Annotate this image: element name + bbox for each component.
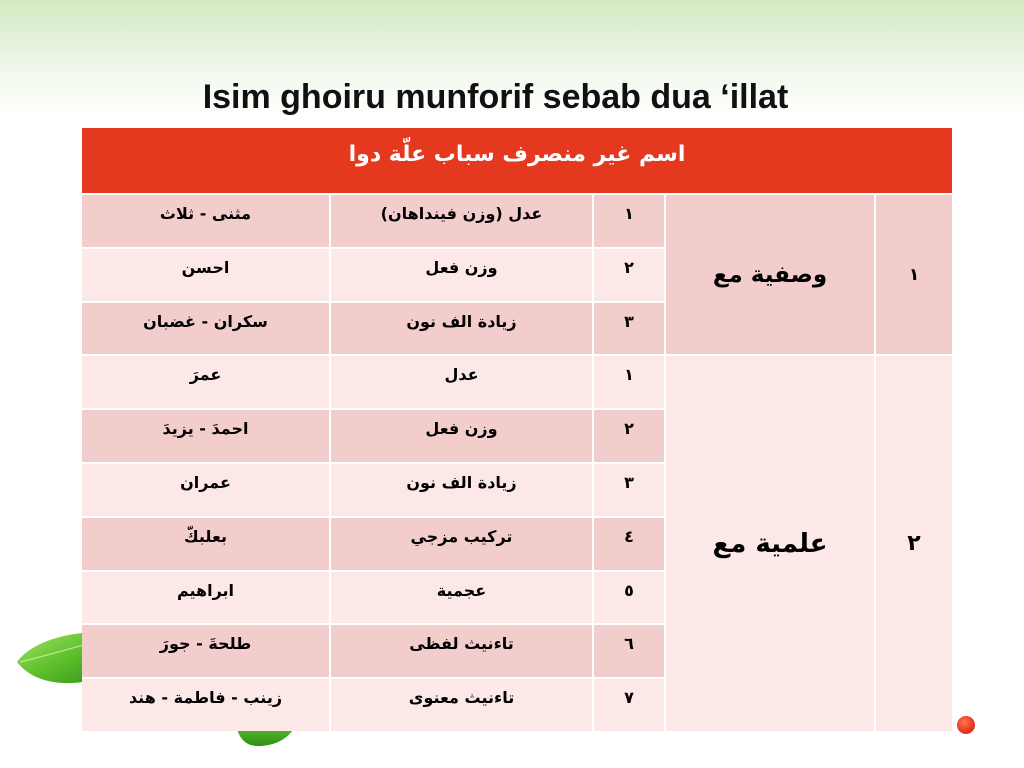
reason-cell: عدل (وزن فينداهان) <box>331 195 592 247</box>
item-number-cell: ٢ <box>594 249 664 301</box>
example-cell: عمرَ <box>82 356 329 408</box>
item-number-cell: ٧ <box>594 679 664 731</box>
reason-cell: تاءنيث لفظى <box>331 625 592 677</box>
item-number-cell: ١ <box>594 356 664 408</box>
reason-cell: زيادة الف نون <box>331 303 592 355</box>
example-cell: بعلبكّ <box>82 518 329 570</box>
slide-title: Isim ghoiru munforif sebab dua ‘illat <box>202 78 789 116</box>
group-number-cell: ٢ <box>876 356 952 731</box>
illat-table <box>82 128 952 731</box>
item-number-cell: ٣ <box>594 464 664 516</box>
example-cell: مثنى - ثلاث <box>82 195 329 247</box>
group-number-cell: ١ <box>876 195 952 354</box>
example-cell: سكران - غضبان <box>82 303 329 355</box>
example-cell: احمدَ - يزيدَ <box>82 410 329 462</box>
table-header: اسم غير منصرف سباب علّة دوا <box>82 128 952 193</box>
example-cell: ابراهيم <box>82 572 329 624</box>
example-cell: طلحةَ - جورَ <box>82 625 329 677</box>
item-number-cell: ١ <box>594 195 664 247</box>
item-number-cell: ٦ <box>594 625 664 677</box>
dot-icon <box>957 716 975 734</box>
category-cell: علمية مع <box>666 356 874 731</box>
reason-cell: زيادة الف نون <box>331 464 592 516</box>
reason-cell: وزن فعل <box>331 410 592 462</box>
reason-cell: تاءنيث معنوى <box>331 679 592 731</box>
reason-cell: وزن فعل <box>331 249 592 301</box>
category-cell: وصفية مع <box>666 195 874 354</box>
item-number-cell: ٤ <box>594 518 664 570</box>
item-number-cell: ٥ <box>594 572 664 624</box>
item-number-cell: ٣ <box>594 303 664 355</box>
example-cell: عمران <box>82 464 329 516</box>
example-cell: احسن <box>82 249 329 301</box>
reason-cell: عدل <box>331 356 592 408</box>
reason-cell: عجمية <box>331 572 592 624</box>
item-number-cell: ٢ <box>594 410 664 462</box>
reason-cell: تركيب مزجي <box>331 518 592 570</box>
example-cell: زينب - فاطمة - هند <box>82 679 329 731</box>
